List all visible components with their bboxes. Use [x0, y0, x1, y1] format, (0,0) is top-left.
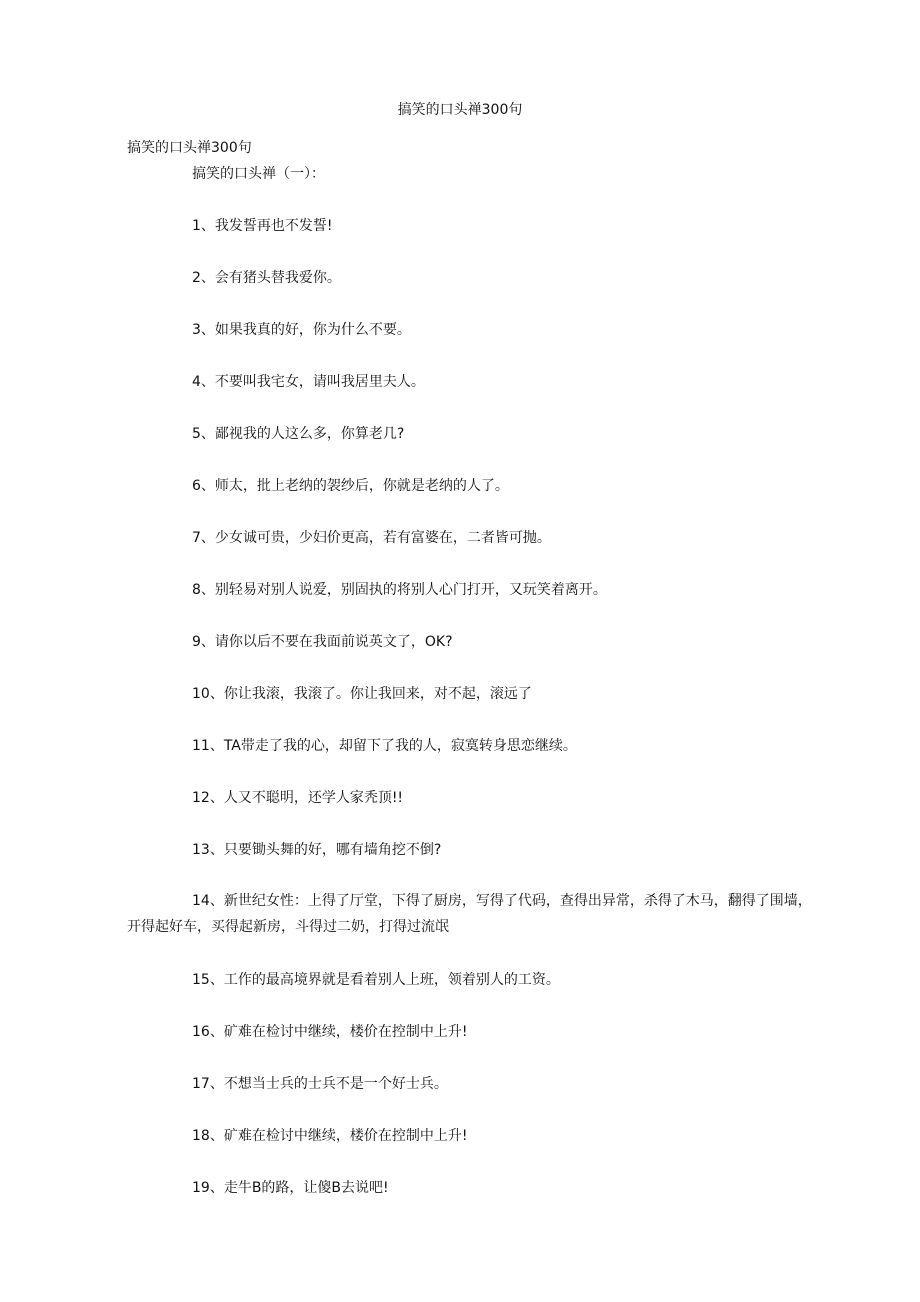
list-item: 2、会有猪头替我爱你。: [192, 270, 341, 286]
document-title: 搞笑的口头禅300句: [397, 102, 523, 118]
list-item: 6、师太，批上老纳的袈纱后，你就是老纳的人了。: [192, 478, 509, 494]
list-item: 1、我发誓再也不发誓!: [192, 218, 333, 234]
list-item: 8、别轻易对别人说爱，别固执的将别人心门打开，又玩笑着离开。: [192, 582, 607, 598]
list-item: 10、你让我滚，我滚了。你让我回来，对不起，滚远了: [192, 686, 532, 702]
list-item: 17、不想当士兵的士兵不是一个好士兵。: [192, 1076, 448, 1092]
document-subtitle: 搞笑的口头禅300句: [127, 140, 252, 156]
list-item: 19、走牛B的路，让傻B去说吧!: [192, 1180, 389, 1196]
list-item: 3、如果我真的好，你为什么不要。: [192, 322, 411, 338]
list-item: 13、只要锄头舞的好，哪有墙角挖不倒?: [192, 842, 442, 858]
list-item: 11、TA带走了我的心，却留下了我的人，寂寞转身思恋继续。: [192, 738, 577, 754]
list-item: 14、新世纪女性：上得了厅堂，下得了厨房，写得了代码，查得出异常，杀得了木马，翻得了围墙，开得起好车，买得起新房，斗得过二奶，打得过流氓: [127, 893, 812, 935]
section-heading: 搞笑的口头禅（一）：: [192, 166, 325, 182]
list-item: 18、矿难在检讨中继续，楼价在控制中上升!: [192, 1128, 468, 1144]
list-item: 12、人又不聪明，还学人家秃顶!!: [192, 790, 404, 806]
list-item: 7、少女诚可贵，少妇价更高，若有富婆在，二者皆可抛。: [192, 530, 551, 546]
list-item: 16、矿难在检讨中继续，楼价在控制中上升!: [192, 1024, 468, 1040]
list-item: 9、请你以后不要在我面前说英文了，OK?: [192, 634, 453, 650]
list-item: 4、不要叫我宅女，请叫我居里夫人。: [192, 374, 425, 390]
list-item: 15、工作的最高境界就是看着别人上班，领着别人的工资。: [192, 972, 560, 988]
list-item: 5、鄙视我的人这么多，你算老几?: [192, 426, 405, 442]
